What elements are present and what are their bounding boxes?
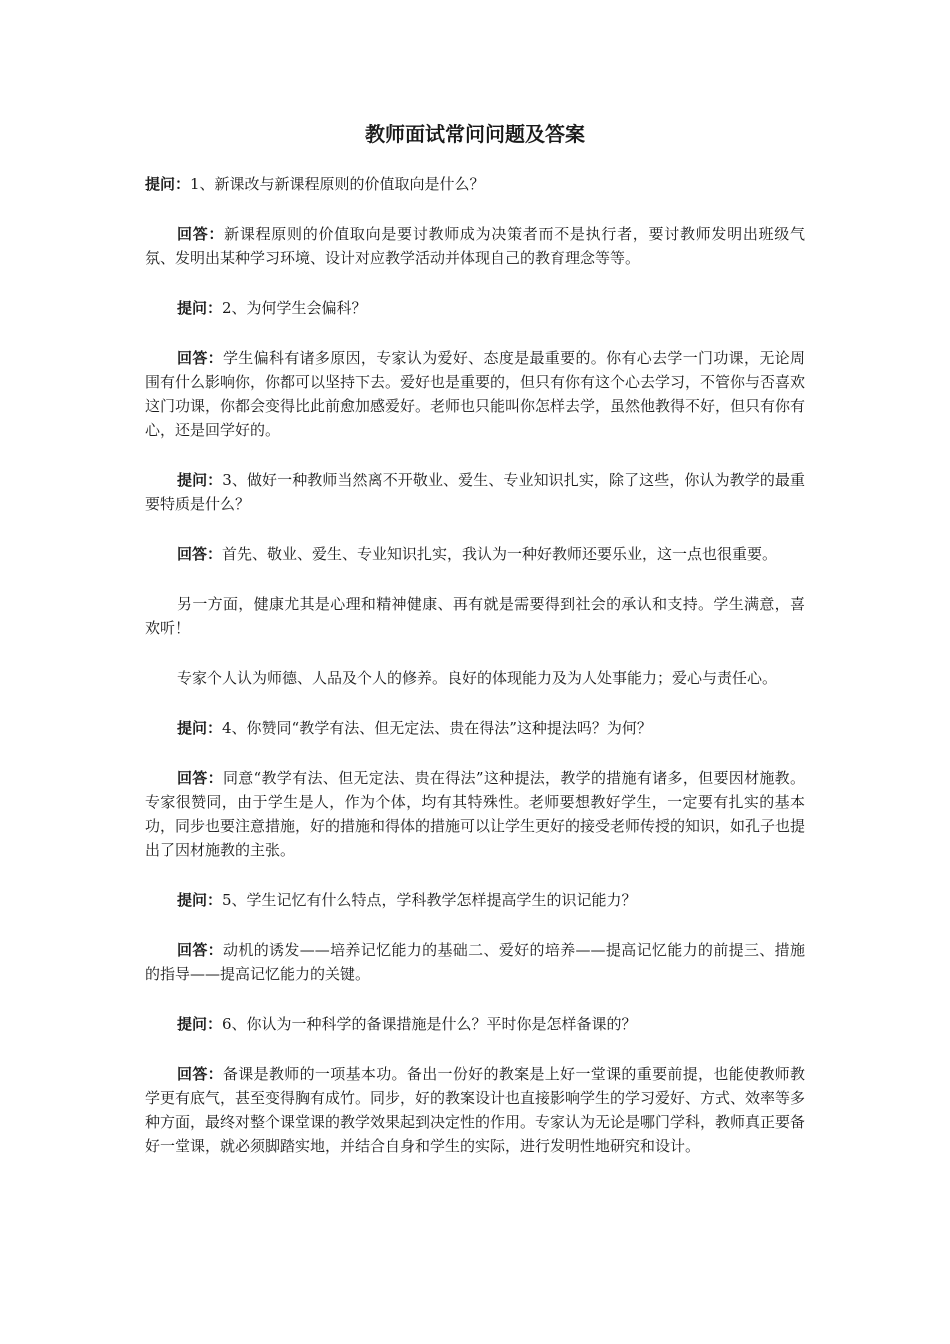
answer-label: 回答： bbox=[177, 769, 223, 787]
question-label: 提问： bbox=[177, 891, 223, 909]
document-page bbox=[145, 118, 805, 1184]
answer-text: 学生偏科有诸多原因，专家认为爱好、态度是最重要的。你有心去学一门功课，无论周围有什么影响你，你都可以坚持下去。爱好也是重要的，但只有你有这个心去学习，不管你与否喜欢这门功课，你都会变得比此前愈加感爱好。老师也只能叫你怎样去学，虽然他教得不好，但只有你有心，还是回学好的。 bbox=[145, 349, 806, 439]
answer-label: 回答： bbox=[177, 941, 224, 959]
question-text: 5、学生记忆有什么特点，学科教学怎样提高学生的识记能力？ bbox=[222, 891, 637, 909]
question-text: 4、你赞同“教学有法、但无定法、贵在得法”这种提法吗？为何？ bbox=[222, 719, 652, 737]
question-text: 1、新课改与新课程原则的价值取向是什么？ bbox=[190, 175, 485, 193]
answer-text: 同意“教学有法、但无定法、贵在得法”这种提法，教学的措施有诸多，但要因材施教。专家很赞同，由于学生是人，作为个体，均有其特殊性。老师要想教好学生，一定要有扎实的基本功，同步也要注意措施，好的措施和得体的措施可以让学生更好的接受老师传授的知识，如孔子也提出了因材施教的主张。 bbox=[145, 769, 806, 859]
answer-label: 回答： bbox=[177, 225, 225, 243]
answer-5 bbox=[145, 938, 805, 986]
question-label: 提问： bbox=[177, 719, 223, 737]
question-label: 提问： bbox=[145, 175, 191, 193]
answer-4 bbox=[145, 766, 805, 862]
question-label: 提问： bbox=[177, 471, 223, 489]
answer-6 bbox=[145, 1062, 805, 1158]
answer-label: 回答： bbox=[177, 349, 223, 367]
answer-3-continued-2 bbox=[145, 666, 805, 690]
question-2 bbox=[145, 296, 805, 320]
question-text: 6、你认为一种科学的备课措施是什么？平时你是怎样备课的？ bbox=[222, 1015, 637, 1033]
answer-text: 动机的诱发——培养记忆能力的基础二、爱好的培养——提高记忆能力的前提三、措施的指导——提高记忆能力的关键。 bbox=[145, 941, 805, 983]
answer-2 bbox=[145, 346, 805, 442]
question-4 bbox=[145, 716, 805, 740]
answer-3-continued-1 bbox=[145, 592, 805, 640]
question-3 bbox=[145, 468, 805, 516]
answer-label: 回答： bbox=[177, 1065, 223, 1083]
answer-3 bbox=[145, 542, 805, 566]
document-title: 教师面试常问问题及答案 bbox=[365, 122, 585, 146]
question-6 bbox=[145, 1012, 805, 1036]
question-5 bbox=[145, 888, 805, 912]
answer-text: 新课程原则的价值取向是要讨教师成为决策者而不是执行者，要讨教师发明出班级气氛、发明出某种学习环境、设计对应教学活动并体现自己的教育理念等等。 bbox=[145, 225, 805, 267]
answer-text: 首先、敬业、爱生、专业知识扎实，我认为一种好教师还要乐业，这一点也很重要。 bbox=[222, 545, 778, 563]
answer-text: 备课是教师的一项基本功。备出一份好的教案是上好一堂课的重要前提，也能使教师教学更有底气，甚至变得胸有成竹。同步，好的教案设计也直接影响学生的学习爱好、方式、效率等多种方面，最终对整个课堂课的教学效果起到决定性的作用。专家认为无论是哪门学科，教师真正要备好一堂课，就必须脚踏实地，并结合自身和学生的实际，进行发明性地研究和设计。 bbox=[145, 1065, 806, 1155]
answer-label: 回答： bbox=[177, 545, 223, 563]
question-text: 3、做好一种教师当然离不开敬业、爱生、专业知识扎实，除了这些，你认为教学的最重要特质是什么？ bbox=[145, 471, 805, 513]
question-1 bbox=[145, 172, 805, 196]
question-text: 2、为何学生会偏科？ bbox=[222, 299, 367, 317]
question-label: 提问： bbox=[177, 1015, 223, 1033]
answer-text: 专家个人认为师德、人品及个人的修养。良好的体现能力及为人处事能力；爱心与责任心。 bbox=[177, 669, 778, 687]
question-label: 提问： bbox=[177, 299, 223, 317]
answer-1 bbox=[145, 222, 805, 270]
answer-text: 另一方面，健康尤其是心理和精神健康、再有就是需要得到社会的承认和支持。学生满意，喜欢听！ bbox=[145, 595, 805, 637]
